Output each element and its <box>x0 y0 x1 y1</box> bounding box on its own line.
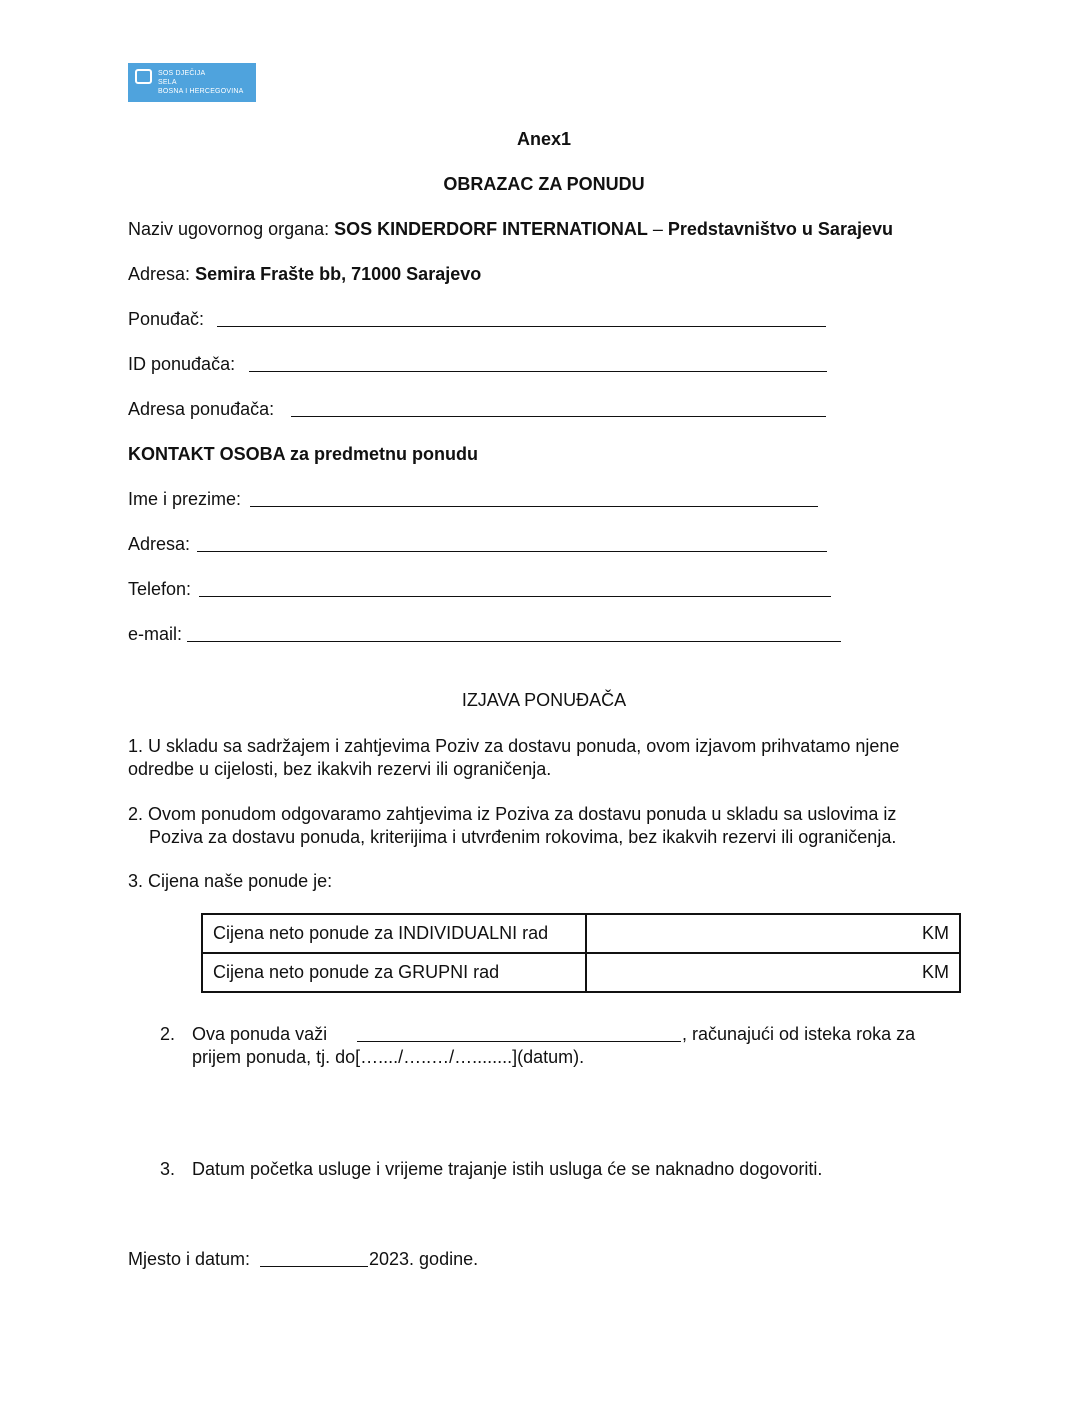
contact-phone-label: Telefon: <box>128 579 192 599</box>
statement-item-2-line-2: Poziva za dostavu ponuda, kriterijima i utvrđenim rokovima, bez ikakvih rezervi ili ograničenja. <box>149 827 897 847</box>
bidder-id-label: ID ponuđača: <box>128 354 236 374</box>
address-value: Semira Frašte bb, 71000 Sarajevo <box>195 264 482 284</box>
authority-address <box>128 264 481 285</box>
authority-name: SOS KINDERDORF INTERNATIONAL <box>334 219 648 239</box>
bidder-id-input-line[interactable] <box>249 371 827 372</box>
address-label: Adresa: <box>128 264 191 284</box>
contact-email-label: e-mail: <box>128 624 183 644</box>
form-title: OBRAZAC ZA PONUDU <box>443 174 645 194</box>
contact-email-input-line[interactable] <box>187 641 841 642</box>
document-title: Anex1 <box>516 129 572 149</box>
sos-logo-icon <box>135 69 152 84</box>
bidder-address-label: Adresa ponuđača: <box>128 399 275 419</box>
contact-address-label: Adresa: <box>128 534 191 554</box>
statement-item-1-line-2: odredbe u cijelosti, bez ikakvih rezervi ili ograničenja. <box>128 759 552 779</box>
place-date-suffix: 2023. godine. <box>369 1249 479 1269</box>
table-row <box>202 914 960 953</box>
price-individual-label: Cijena neto ponude za INDIVIDUALNI rad <box>202 914 586 953</box>
validity-input-line[interactable] <box>357 1041 681 1042</box>
price-individual-cell[interactable]: KM <box>586 914 960 953</box>
contact-address-input-line[interactable] <box>197 551 827 552</box>
authority-label: Naziv ugovornog organa: <box>128 219 330 239</box>
statement-item-1-line-1: 1. U skladu sa sadržajem i zahtjevima Poziv za dostavu ponuda, ovom izjavom prihvatamo njene <box>128 736 900 756</box>
bidder-label: Ponuđač: <box>128 309 205 329</box>
authority-office: Predstavništvo u Sarajevu <box>667 219 893 239</box>
bidder-address-input-line[interactable] <box>291 416 826 417</box>
place-date-label: Mjesto i datum: <box>128 1249 251 1269</box>
validity-suffix: , računajući od isteka roka za <box>682 1024 916 1044</box>
start-date-text: Datum početka usluge i vrijeme trajanje istih usluga će se naknadno dogovoriti. <box>192 1159 823 1179</box>
contact-name-label: Ime i prezime: <box>128 489 242 509</box>
statement-heading: IZJAVA PONUĐAČA <box>461 690 627 710</box>
start-date-number: 3. <box>160 1159 176 1179</box>
contact-heading: KONTAKT OSOBA za predmetnu ponudu <box>128 444 478 464</box>
table-row <box>202 953 960 992</box>
organization-logo <box>128 63 256 102</box>
statement-item-3: 3. Cijena naše ponude je: <box>128 871 333 891</box>
logo-text: SOS DJEČIJA SELA BOSNA I HERCEGOVINA <box>158 70 244 95</box>
price-group-cell[interactable]: KM <box>586 953 960 992</box>
price-table <box>201 913 961 993</box>
bidder-input-line[interactable] <box>217 326 826 327</box>
validity-number: 2. <box>160 1024 176 1044</box>
contact-name-input-line[interactable] <box>250 506 818 507</box>
validity-line-2: prijem ponuda, tj. do[…..../…..…/…........](datum). <box>192 1047 585 1067</box>
statement-item-2-line-1: 2. Ovom ponudom odgovaramo zahtjevima iz Poziva za dostavu ponuda u skladu sa uslovima iz <box>128 804 897 824</box>
authority-dash: – <box>652 219 663 239</box>
contracting-authority <box>128 219 893 240</box>
contact-phone-input-line[interactable] <box>199 596 831 597</box>
place-date-input-line[interactable] <box>260 1266 368 1267</box>
price-group-label: Cijena neto ponude za GRUPNI rad <box>202 953 586 992</box>
validity-prefix: Ova ponuda važi <box>192 1024 328 1044</box>
